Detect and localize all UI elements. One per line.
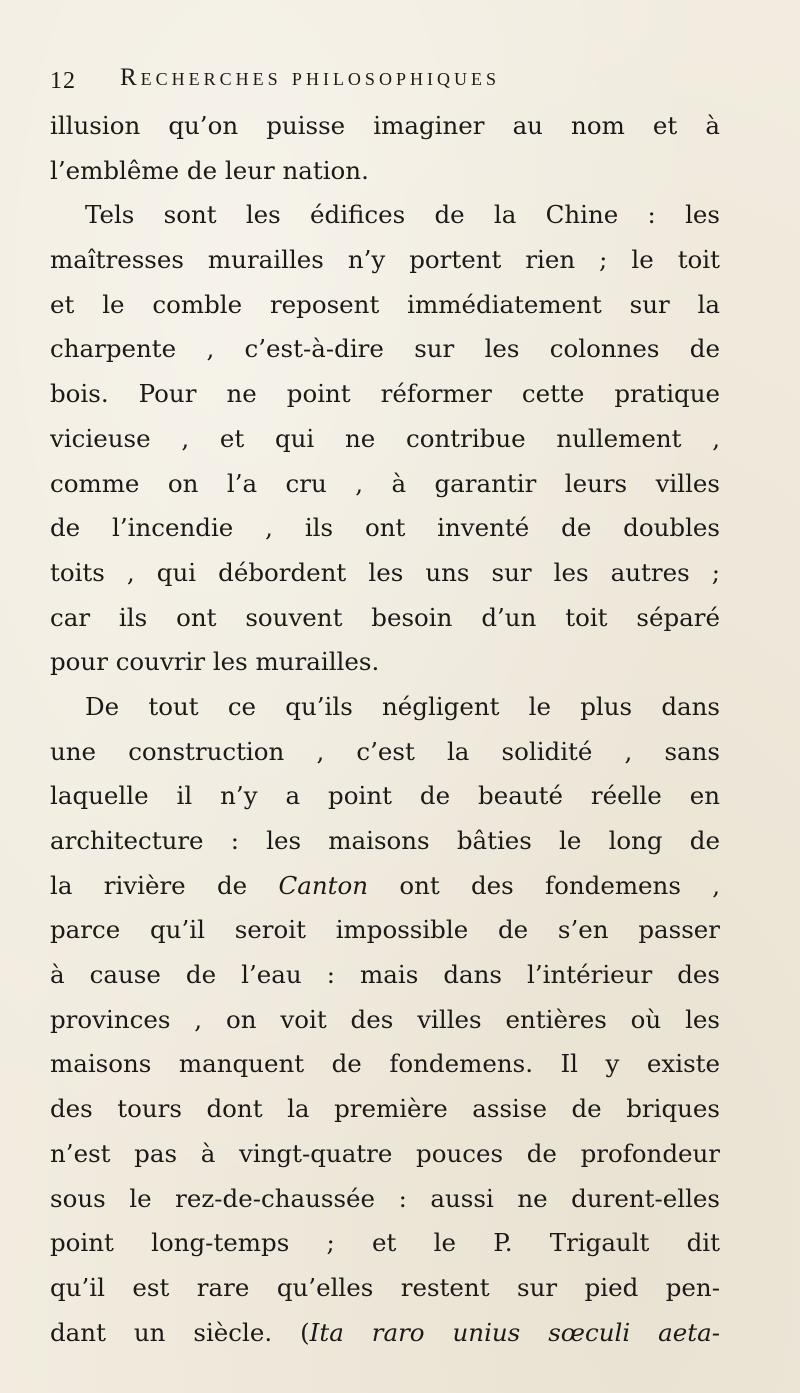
body-text [50, 104, 720, 1355]
text-line: parce qu’il seroit impossible de s’en passer [50, 915, 720, 945]
text-line [50, 864, 720, 909]
text-line: l’emblême de leur nation. [50, 155, 369, 185]
text-line: n’est pas à vingt-quatre pouces de profondeur [50, 1138, 720, 1168]
text-line: bois. Pour ne point réformer cette pratique [50, 379, 720, 409]
text-segment: ont des fondemens , [399, 870, 720, 900]
text-line: et le comble reposent immédiatement sur la [50, 289, 720, 319]
text-line: point long-temps ; et le P. Trigault dit [50, 1228, 720, 1258]
text-line: Tels sont les édifices de la Chine : les [85, 200, 720, 230]
text-line: comme on l’a cru , à garantir leurs villes [50, 468, 720, 498]
text-line: charpente , c’est-à-dire sur les colonnes de [50, 334, 720, 364]
text-line: de l’incendie , ils ont inventé de doubles [50, 513, 720, 543]
text-line: des tours dont la première assise de briques [50, 1094, 720, 1124]
text-line: provinces , on voit des villes entières où les [50, 1004, 720, 1034]
page-number: 12 [50, 68, 76, 94]
text-line: à cause de l’eau : mais dans l’intérieur des [50, 960, 720, 990]
text-segment: dant un siècle. ( [50, 1317, 310, 1347]
text-line: architecture : les maisons bâties le long de [50, 826, 720, 855]
text-line: vicieuse , et qui ne contribue nullement , [50, 423, 720, 453]
text-line: car ils ont souvent besoin d’un toit séparé [50, 602, 720, 632]
place-name-canton: Canton [278, 870, 368, 900]
text-line: maîtresses murailles n’y portent rien ; le toit [50, 245, 720, 275]
text-line: illusion qu’on puisse imaginer au nom et à [50, 111, 720, 140]
text-line: maisons manquent de fondemens. Il y existe [50, 1049, 720, 1079]
text-line: qu’il est rare qu’elles restent sur pied pen- [50, 1272, 720, 1302]
text-line: De tout ce qu’ils négligent le plus dans [85, 691, 720, 721]
text-line: laquelle il n’y a point de beauté réelle en [50, 781, 720, 811]
text-line: sous le rez-de-chaussée : aussi ne durent-elles [50, 1183, 720, 1213]
text-line: pour couvrir les murailles. [50, 647, 380, 677]
text-line: une construction , c’est la solidité , sans [50, 736, 720, 766]
text-segment: la rivière de [50, 870, 248, 900]
page-header [50, 64, 750, 104]
running-head: Recherches philosophiques [120, 64, 500, 91]
text-line [50, 1311, 720, 1356]
latin-quotation: Ita raro unius sœculi aeta- [309, 1317, 720, 1347]
text-line: toits , qui débordent les uns sur les autres ; [50, 557, 720, 587]
